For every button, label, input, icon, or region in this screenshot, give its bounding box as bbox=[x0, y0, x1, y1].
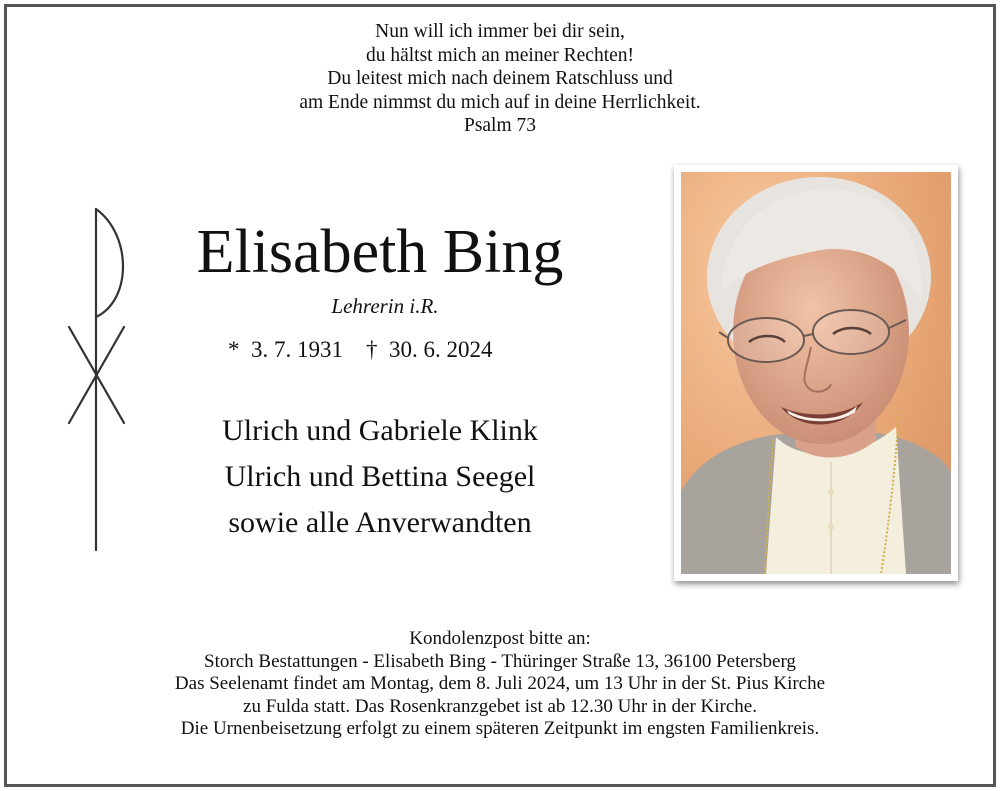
deceased-name: Elisabeth Bing bbox=[196, 218, 564, 286]
mourner-line: sowie alle Anverwandten bbox=[228, 506, 532, 539]
mourners-list bbox=[175, 408, 585, 546]
portrait-photo bbox=[681, 172, 951, 574]
verse-source: Psalm 73 bbox=[463, 115, 537, 136]
verse-line: Nun will ich immer bei dir sein, bbox=[375, 21, 625, 42]
life-dates: * 3. 7. 1931 † 30. 6. 2024 bbox=[228, 337, 493, 362]
verse-line: am Ende nimmst du mich auf in deine Herrlichkeit. bbox=[299, 91, 701, 113]
verse-line: Du leitest mich nach deinem Ratschluss und bbox=[327, 68, 673, 89]
mourner-line: Ulrich und Gabriele Klink bbox=[222, 414, 538, 447]
footer-line: Storch Bestattungen - Elisabeth Bing - Thüringer Straße 13, 36100 Petersberg bbox=[204, 650, 796, 672]
footer-line: Die Urnenbeisetzung erfolgt zu einem späteren Zeitpunkt im engsten Familienkreis. bbox=[180, 718, 820, 739]
verse-line: du hältst mich an meiner Rechten! bbox=[365, 44, 635, 66]
footer-line: Das Seelenamt findet am Montag, dem 8. Juli 2024, um 13 Uhr in der St. Pius Kirche bbox=[174, 673, 826, 694]
service-info bbox=[0, 628, 1000, 741]
portrait-frame bbox=[674, 165, 958, 581]
mourner-line: Ulrich und Bettina Seegel bbox=[224, 460, 536, 493]
deceased-profession: Lehrerin i.R. bbox=[331, 294, 439, 318]
footer-line: zu Fulda statt. Das Rosenkranzgebet ist ab 12.30 Uhr in der Kirche. bbox=[243, 695, 757, 717]
chi-rho-icon bbox=[60, 205, 135, 555]
psalm-verse bbox=[0, 20, 1000, 138]
footer-line: Kondolenzpost bitte an: bbox=[409, 628, 591, 649]
